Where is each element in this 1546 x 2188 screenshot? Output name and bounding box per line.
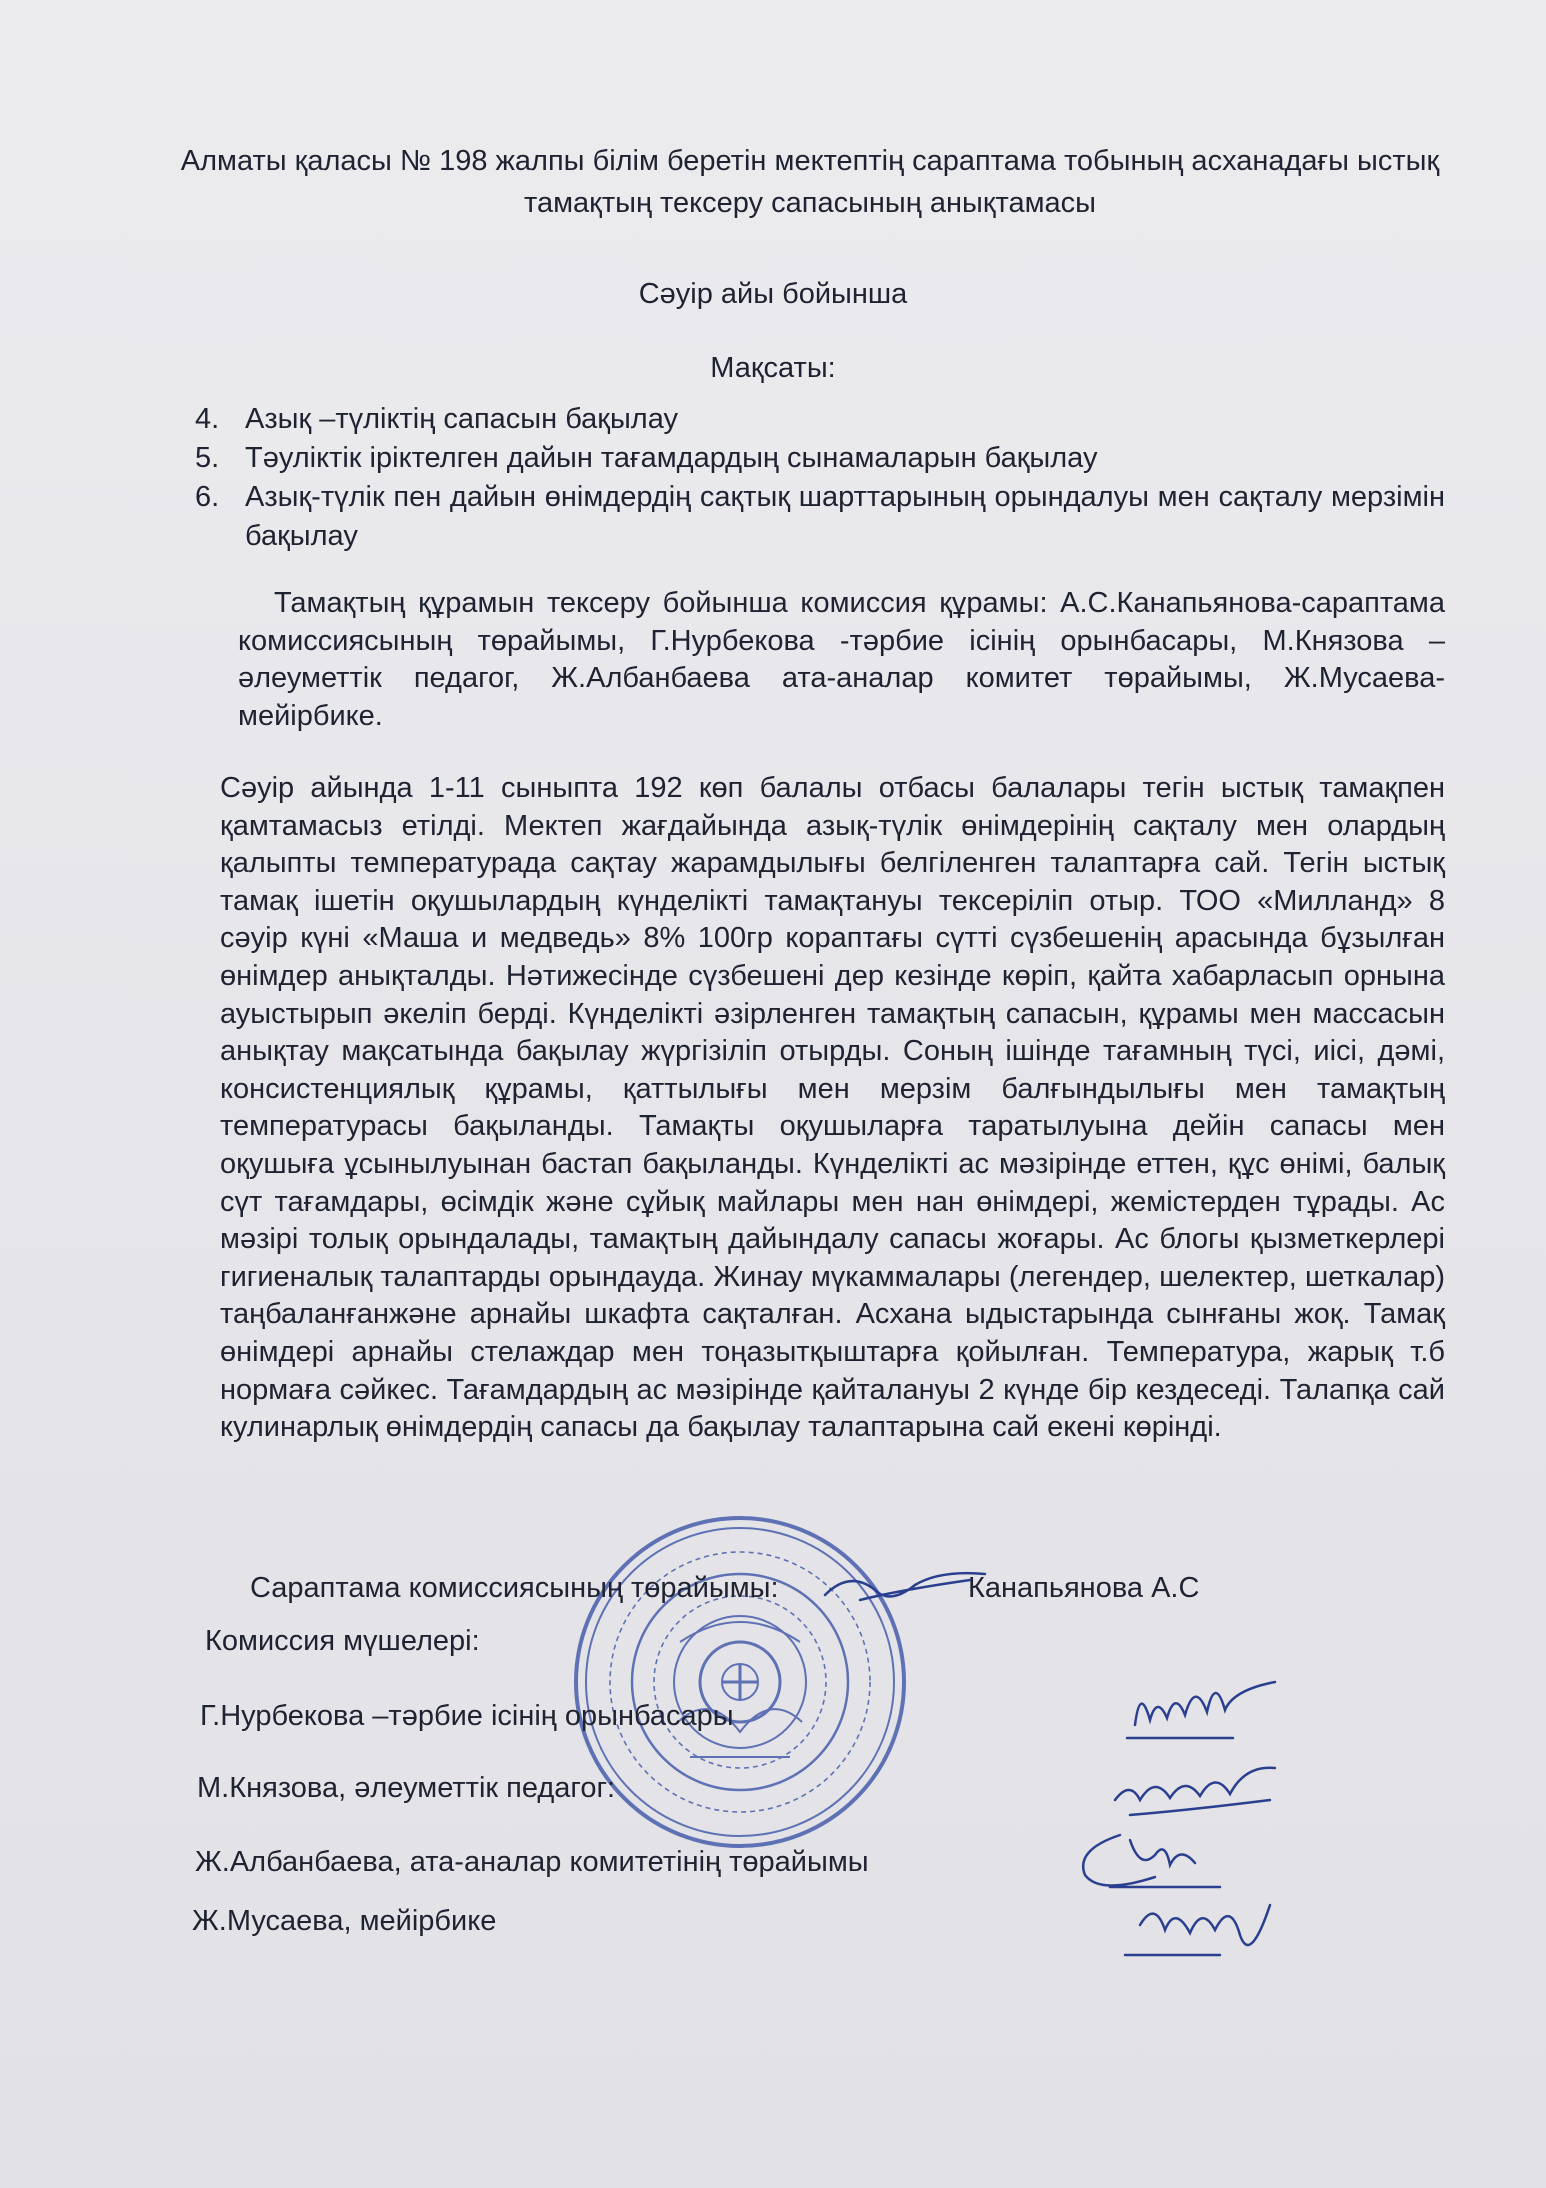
- chair-name: Канапьянова А.С: [968, 1572, 1200, 1604]
- aims-heading: Мақсаты:: [710, 352, 836, 384]
- chair-signature: [820, 1560, 990, 1620]
- commission-paragraph: Тамақтың құрамын тексеру бойынша комиссия құрамы: А.С.Канапьянова-сараптама комиссиясының төрайымы, Г.Нурбекова -тәрбие ісінің орынбасары, М.Князова – әлеуметтік педагог, Ж.Албанбаева ата-аналар комитет төрайымы, Ж.Мусаева-мейірбике.: [238, 587, 1445, 732]
- document-subtitle: Сәуір айы бойынша: [638, 278, 908, 310]
- aim-item-4: [195, 400, 1445, 439]
- document-title: [150, 140, 1470, 224]
- aim-number: 4.: [195, 403, 220, 435]
- signature-nurbekova: [1115, 1670, 1285, 1750]
- aim-item-5: [195, 439, 1445, 478]
- aims-list: [195, 400, 1445, 556]
- report-paragraph: Сәуір айында 1-11 сыныпта 192 көп балалы отбасы балалары тегін ыстық тамақпен қамтамасыз етілді. Мектеп жағдайында азық-түлік өнімдерінің сақталу мен олардың қалыпты температурада сақтау жарамдылығы белгіленген талаптарға сай. Тегін ыстық тамақ ішетін оқушылардың күнделікті тамақтануы тексеріліп отыр. ТОО «Милланд» 8 сәуір күні «Маша и медведь» 8% 100гр корaптағы сүтті сүзбешенің арасында бұзылған өнімдер анықталды. Нәтижесінде сүзбешені дер кезінде көріп, қайта хабарласып орнына ауыстырып әкеліп берді. Күнделікті әзірленген тамақтың сапасын, құрамы мен массасын анықтау мақсатында бақылау жүргізіліп отырды. Соның ішінде тағамның түсі, иісі, дәмі, консистенциялық құрамы, қаттылығы мен мерзім балғындылығы мен тамақтың температурасы бақыланды. Тамақты оқушыларға таратылуына дейін сапасы мен оқушыға ұсынылуынан бастап бақыланды. Күнделікті ас мәзірінде еттен, құс өнімі, балық сүт тағамдары, өсімдік және сұйық майлары мен нан өнімдері, жемістерден тұрады. Ас мәзірі толық орындалады, тамақтың дайындалу сапасы жоғары. Ас блогы қызметкерлері гигиеналық талаптарды орындауда. Жинау мүкаммалары (легендер, шелектер, шеткалар) таңбаланғанжәне арнайы шкафта сақталған. Асхана ыдыстарында сынғаны жоқ. Тамақ өнімдері арнайы стелаждар мен тоңазытқыштарға қойылған. Температура, жарық т.б нормаға сәйкес. Тағамдардың ас мәзірінде қайталануы 2 күнде бір кездеседі. Талапқа сай кулинарлық өнімдердің сапасы да бақылау талаптарына сай екені көрінді.: [220, 772, 1445, 1444]
- member-musaeva: Ж.Мусаева, мейірбике: [192, 1905, 497, 1937]
- members-label: Комиссия мүшелері:: [205, 1625, 480, 1657]
- signature-musaeva: [1120, 1885, 1290, 1975]
- aim-number: 5.: [195, 442, 220, 474]
- aim-text: Азық-түлік пен дайын өнімдердің сақтық шарттарының орындалуы мен сақталу мерзімін бақылау: [245, 481, 1445, 552]
- member-albanbaeva: Ж.Албанбаева, ата-аналар комитетінің төрайымы: [195, 1846, 869, 1878]
- member-nurbekova: Г.Нурбекова –тәрбие ісінің орынбасары: [200, 1700, 734, 1732]
- title-line-2: тамақтың тексеру сапасының анықтамасы: [523, 187, 1097, 219]
- member-knyazova: М.Князова, әлеуметтік педагог:: [197, 1772, 616, 1804]
- aim-text: Азық –түліктің сапасын бақылау: [245, 403, 679, 435]
- aim-text: Тәуліктік іріктелген дайын тағамдардың сынамаларын бақылау: [245, 442, 1098, 474]
- title-line-1: Алматы қаласы № 198 жалпы білім беретін мектептің сараптама тобының асханадағы ыстық: [180, 145, 1440, 177]
- aim-item-6: [195, 478, 1445, 556]
- chair-label: Сараптама комиссиясының төрайымы:: [250, 1572, 779, 1604]
- aim-number: 6.: [195, 481, 220, 513]
